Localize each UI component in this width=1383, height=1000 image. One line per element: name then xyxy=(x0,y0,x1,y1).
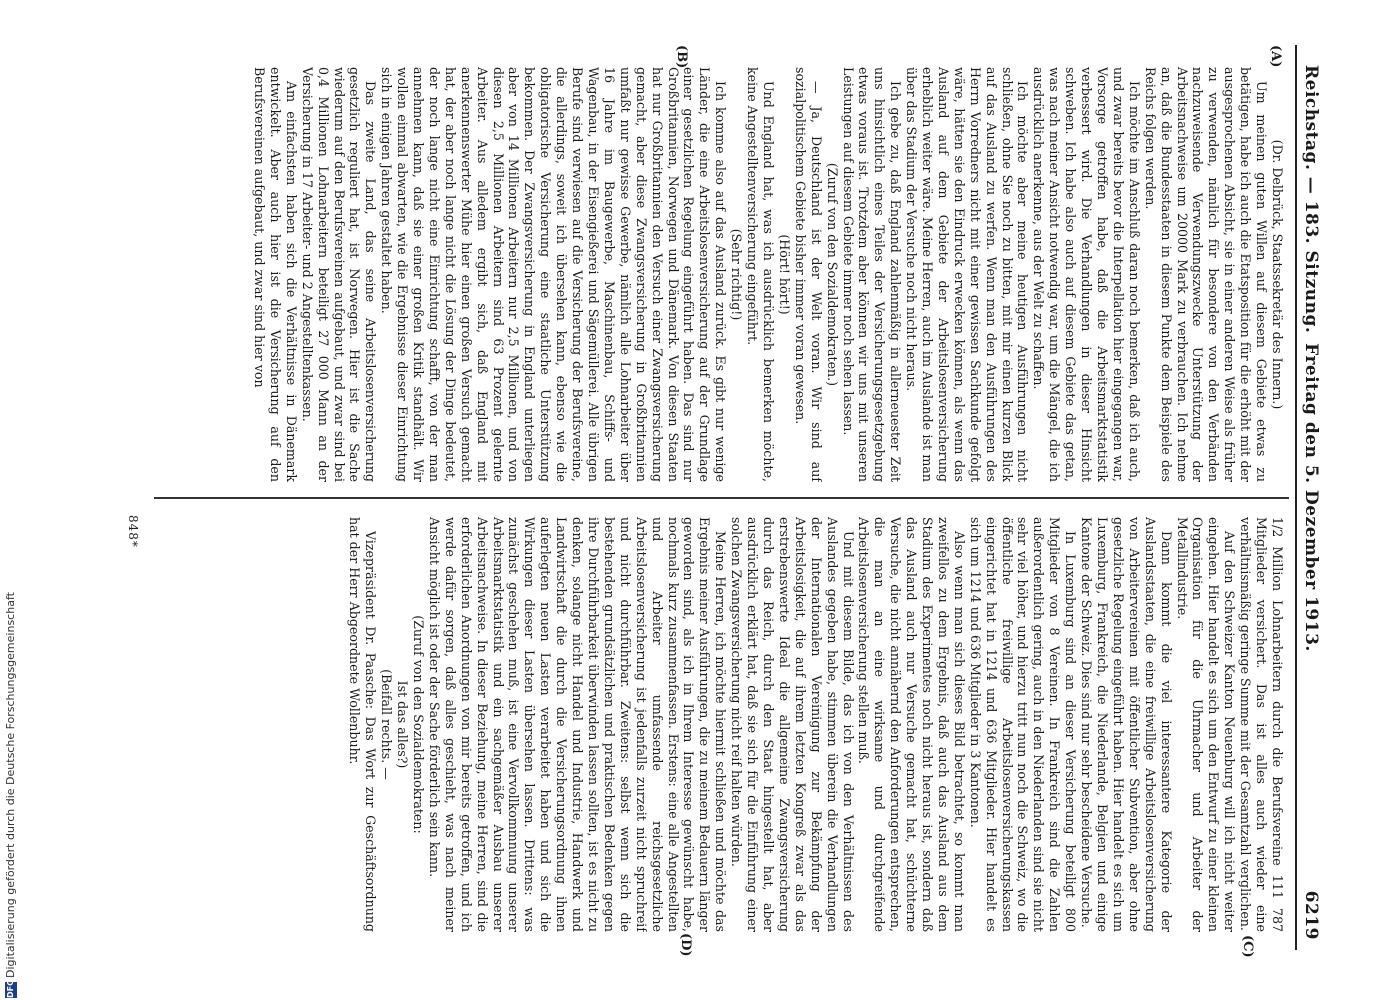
rotated-page xyxy=(75,45,1325,958)
interjection: (Zuruf von den Sozialdemokraten.) xyxy=(824,162,840,387)
header-center: Freitag den 5. Dezember 1913. xyxy=(1301,343,1321,652)
header-left: Reichstag. — 183. Sitzung. xyxy=(1301,65,1321,334)
interjection: (Zuruf von den Sozialdemokraten: xyxy=(411,615,427,834)
page-number: 6219 xyxy=(1301,890,1321,940)
margin-marker-d: (D) xyxy=(678,933,693,957)
interjection: Ist das alles?) xyxy=(395,680,411,769)
paragraph: Ich möchte im Anschluß daran noch bemerken, daß ich auch, und zwar bereits bevor die Interpellation hier eingegangen war, Vorsorge getroffen habe, daß die Arbeitsmarktstatistik verbessert wird. Die Verhandlungen in dieser Hinsicht schweben. Ich habe also auch auf diesem Gebiete das getan, was nach meiner Ansicht notwendig war, um die Mängel, die ich ausdrücklich anerkenne, aus der Welt zu schaffen. xyxy=(1031,67,1142,482)
paragraph: Vizepräsident Dr. Paasche: Das Wort zur Geschäftsordnung hat der Herr Abgeordnete Wollenbuhr. xyxy=(347,517,379,932)
paragraph: Meine Herren, ich möchte hiermit schließen und möchte das Ergebnis meiner Ausführungen, die zu meinem Bedauern länger geworden sind, als ich in Ihrem Interesse gewünscht habe, nochmals kurz zusammenfassen. Erstens: eine alle Angestellten und Arbeiter umfassende reichsgesetzliche Arbeitslosenversicherung ist jedenfalls zurzeit nicht spruchreif und nicht durchführbar. Zweitens: selbst wenn sich die bestehenden grundsätzlichen und praktischen Bedenken gegen ihre Durchführbarkeit überwinden lassen sollten, ist es nicht zu denken, solange nicht Handel und Industrie, Handwerk und Landwirtschaft die durch die Versicherungsordnung ihnen auferlegten neuen Lasten verarbeitet haben und sich die Wirkungen dieser Lasten übersehen lassen. Drittens: was zunächst geschehen muß, ist eine Vervollkommnung unserer Arbeitsmarktstatistik und ein sachgemäßer Ausbau unserer Arbeitsnachweise. In dieser Beziehung, meine Herren, sind die erforderlichen Anordnungen von mir bereits getroffen, und ich werde dafür sorgen, daß alles geschieht, was nach meiner Ansicht möglich ist oder der Sache förderlich sein kann. xyxy=(426,517,729,932)
paragraph: Das zweite Land, das seine Arbeitslosenversicherung gesetzlich reguliert hat, ist Norwegen. Hier ist die Sache wiederum auf den Berufsvereinen aufgebaut, und zwar sind bei 0,4 Millionen Lohnarbeitern beteiligt 27 000 Mann an der Versicherung in 17 Arbeiter- und 2 Angestelltenkassen. xyxy=(299,67,379,482)
dfg-logo-icon: DFG xyxy=(6,979,15,998)
paragraph: Um meinen guten Willen auf diesem Gebiete etwas zu betätigen, habe ich auch die Etatsposition für die erhöht mit der ausgesprochenen Absicht, sie in einer anderen Weise als früher zu verwenden, nämlich für besondere von den Verbänden nachzuweisende Verwendungszwecke Unterstützung der Arbeitsnachweise um 20000 Mark zu verbrauchen. Ich nehme an, daß die Bundesstaaten in diesem Punkte dem Beispiele des Reichs folgen werden. xyxy=(1142,67,1270,482)
paragraph: Ich möchte aber meine heutigen Ausführungen nicht schließen, ohne Sie noch zu bitten, mit mir einen kurzen Blick auf das Ausland zu werfen. Wenn man den Ausführungen des Herrn Vorredners nicht mit einer gewissen Sachkunde gefolgt wäre, hätten sie den Eindruck erwecken können, als wenn das Ausland auf dem Gebiete der Arbeitslosenversicherung erheblich weiter wäre. Meine Herren, auch im Auslande ist man über das Stadium der Versuche noch nicht heraus. xyxy=(904,67,1031,482)
paragraph: Und mit diesem Bilde, das ich von den Verhältnissen des Auslandes gegeben habe, stimmen überein die Verhandlungen der Internationalen Vereinigung zur Bekämpfung der Arbeitslosigkeit, die auf ihrem letzten Kongreß zwar als das erstrebenswerte Ideal die allgemeine Zwangsversicherung durch das Reich, durch den Staat hingestellt hat, aber ausdrücklich erklärt hat, daß sie sich für die Einführung einer solchen Zwangsversicherung nicht reif halten würden. xyxy=(729,517,856,932)
interjection: (Hört! hört!) xyxy=(776,234,792,315)
paragraph: Also wenn man sich dieses Bild betrachtet, so kommt man zweifellos zu dem Ergebnis, daß auch das Ausland aus dem Stadium des Experimentes noch nicht heraus ist, sondern daß das Ausland auch nur Versuche gemacht hat, schüchterne Versuche, die nicht annähernd den Anforderungen entsprechen, die man an eine wirksame und durchgreifende Arbeitslosenversicherung stellen muß. xyxy=(856,517,967,932)
running-head xyxy=(1295,45,1325,950)
header-rule xyxy=(1295,45,1297,950)
interjection: (Sehr richtig!) xyxy=(729,228,745,321)
right-column xyxy=(165,517,1285,932)
column-rule xyxy=(154,497,1289,499)
funding-note-text: Digitalisierung gefördert durch die Deutsche Forschungsgemeinschaft xyxy=(4,592,17,978)
funding-note xyxy=(4,592,17,998)
paragraph: Ich gebe zu, daß England zahlenmäßig in allerneuester Zeit uns hinsichtlich eines Teiles der Versicherungsgesetzgebung etwas voraus ist. Trotzdem aber können wir uns mit unseren Leistungen auf diesem Gebiete immer noch sehen lassen. xyxy=(840,67,904,482)
paragraph: 1/2 Million Lohnarbeitern durch die Berufsvereine 111 787 Mitglieder versichert. Das ist alles auch wieder eine verhältnismäßig geringe Summe mit der Gesamtzahl verglichen. xyxy=(1238,517,1285,932)
paragraph: Am einfachsten haben sich die Verhältnisse in Dänemark entwickelt. Aber auch hier ist die Versicherung auf den Berufsvereinen aufgebaut, und zwar sind hier von xyxy=(252,67,299,482)
left-column xyxy=(165,67,1285,482)
margin-marker-a: (A) xyxy=(1268,45,1283,68)
interjection: (Beifall rechts. — xyxy=(379,669,395,780)
paragraph: Und England hat, was ich ausdrücklich bemerken möchte, keine Angestelltenversicherung eingeführt. xyxy=(745,67,776,482)
paragraph: In Luxemburg sind an dieser Versicherung beteiligt 800 Mitglieder von 8 Vereinen. In Frankreich sind die Zahlen außerordentlich gering, auch in den Niederlanden sind sie nicht sehr viel höher, und hierzu tritt nun noch die Schweiz, wo die öffentliche freiwillige Arbeitslosenversicherungskassen eingerichtet hat in 1214 und 636 Mitglieder. Hier handelt es sich um 1214 und 636 Mitglieder in 3 Kantonen. xyxy=(967,517,1079,932)
margin-marker-c: (C) xyxy=(1240,935,1255,958)
paragraph: — Ja, Deutschland ist der Welt voran. Wir sind auf sozialpolitischem Gebiete bisher immer voran gewesen. xyxy=(792,67,824,482)
paragraph: Auf den Schweizer Kanton Neuenburg will ich nicht weiter eingehen. Hier handelt es sich um den Entwurf zu einer kleinen Organisation für die Uhrmacher und Arbeiter der Metallindustrie. xyxy=(1174,517,1238,932)
margin-marker-b: (B) xyxy=(674,45,689,69)
page-signature: 848* xyxy=(126,515,140,548)
paragraph: Ich komme also auf das Ausland zurück. Es gibt nur wenige Länder, die eine Arbeitslosenversicherung auf der Grundlage einer gesetzlichen Regelung eingeführt haben. Das sind nur Großbritannien, Norwegen und Dänemark. Von diesen Staaten hat nur Großbritannien den Versuch einer Zwangsversicherung gemacht, aber diese Zwangsversicherung in Großbritannien umfaßt nur gewisse Gewerbe, nämlich alle Lohnarbeiter über 16 Jahre im Baugewerbe, Maschinenbau, Schiffs- und Wagenbau, in der Eisengießerei und Sägemüllerei. Alle übrigen Berufe sind verwiesen auf die Versicherung der Berufsvereine, die allerdings, soweit ich übersehen kann, ebenso wie die obligatorische Versicherung eine staatliche Unterstützung bekommen. Der Zwangsversicherung in England unterliegen aber von 14 Millionen Arbeitern nur 2,5 Millionen, und von diesen 2,5 Millionen Arbeitern sind 63 Prozent gelernte Arbeiter. Aus alledem ergibt sich, daß England mit anerkennenswerter Mühe hier einen großen Versuch gemacht hat, der aber noch lange nicht die Lösung der Dinge bedeutet, der noch lange nicht eine Einrichtung schafft, von der man annehmen kann, daß sie einer großen Kritik standhält. Wir wollen einmal abwarten, wie die Ergebnisse dieser Einrichtung sich in einigen Jahren gestaltet haben. xyxy=(379,67,729,482)
speaker-line: (Dr. Delbrück, Staatssekretär des Innern.) xyxy=(1270,139,1285,410)
paragraph: Dann kommt die viel interessantere Kategorie der Auslandsstaaten, die eine freiwillige Arbeitslosenversicherung von Arbeitervereinen mit öffentlicher Subvention, aber ohne gesetzliche Regelung eingeführt haben. Hier handelt es sich um Luxemburg, Frankreich, die Niederlande, Belgien und einige Kantone der Schweiz. Dies sind nur sehr bescheidene Versuche. xyxy=(1079,517,1174,932)
